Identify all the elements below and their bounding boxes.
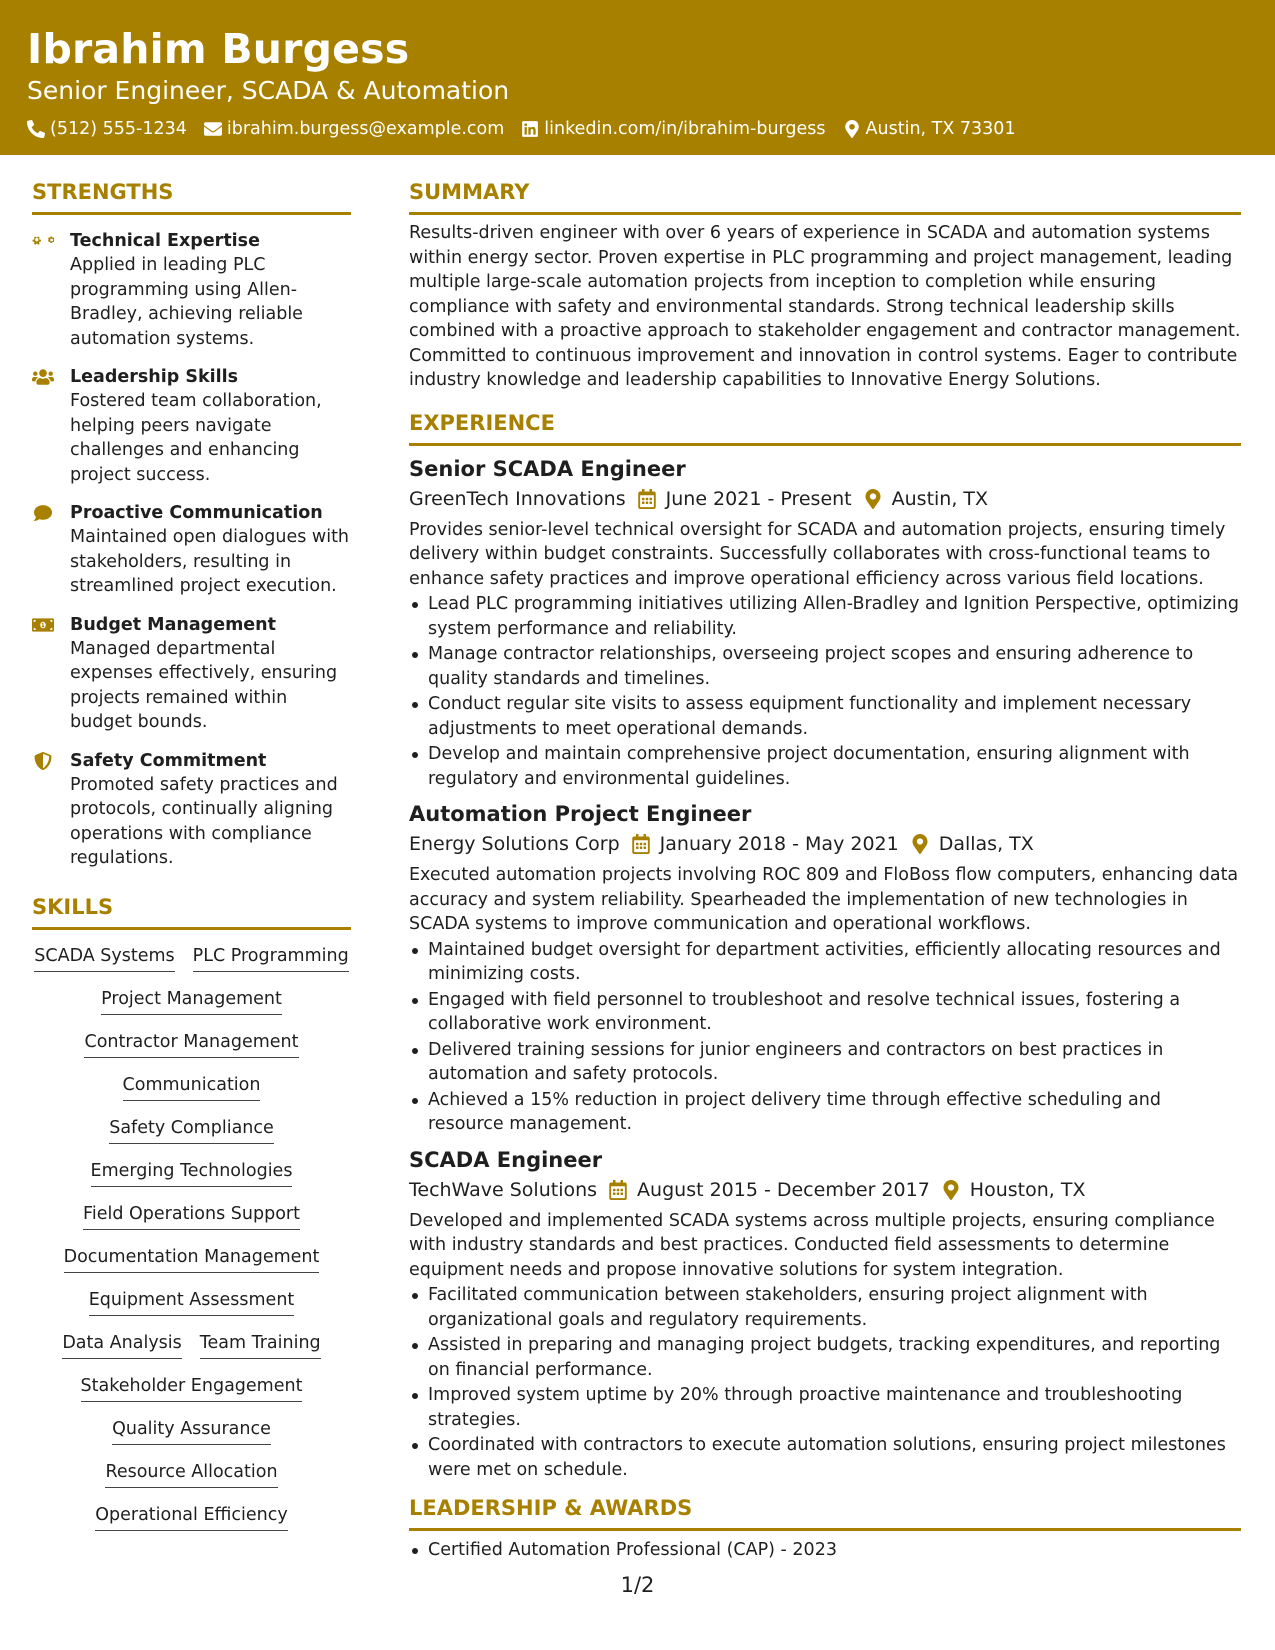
contact-linkedin-text: linkedin.com/in/ibrahim-burgess (544, 119, 826, 139)
skill-tag: Contractor Management (84, 1030, 298, 1058)
strength-description: Managed departmental expenses effectively, ensuring projects remained within budget bounds. (70, 638, 338, 732)
envelope-icon (204, 120, 222, 138)
money-bill-icon (32, 616, 54, 634)
summary-text: Results-driven engineer with over 6 years of experience in SCADA and automation systems within energy sector. Proven expertise in PLC programming and project management, leading multiple large-scale automation projects from inception to completion while ensuring compliance with safety and environmental standards. Strong technical leadership skills combined with a proactive approach to stakeholder engagement and contractor management. Committed to continuous improvement and innovation in control systems. Eager to contribute industry knowledge and leadership capabilities to Innovative Energy Solutions. (409, 223, 1241, 390)
experience-heading: EXPERIENCE (409, 410, 555, 435)
comment-icon (32, 504, 54, 522)
company-name: GreenTech Innovations (409, 487, 626, 510)
strength-description: Applied in leading PLC programming using Allen-Bradley, achieving reliable automation systems. (70, 255, 303, 349)
location-pin-icon (864, 489, 882, 509)
experience-entry (409, 799, 1241, 1137)
skill-tag: Documentation Management (64, 1245, 320, 1273)
list-item: Certified Automation Professional (CAP) - 2023 (409, 1538, 1241, 1563)
skill-tag: Field Operations Support (83, 1202, 300, 1230)
company-name: TechWave Solutions (409, 1178, 598, 1201)
strength-title: Budget Management (70, 614, 276, 635)
skills-list (32, 944, 351, 1531)
linkedin-icon (521, 120, 539, 138)
skill-tag: Data Analysis (62, 1331, 181, 1359)
job-description: Developed and implemented SCADA systems across multiple projects, ensuring compliance with industry standards and best practices. Conducted field assessments to determine equipment needs and propose innovative solutions for system integration. (409, 1210, 1215, 1280)
contact-linkedin[interactable] (521, 117, 825, 141)
skill-tag: SCADA Systems (34, 944, 174, 972)
strength-item (32, 365, 351, 487)
users-icon (32, 368, 54, 386)
skills-heading: SKILLS (32, 894, 114, 919)
company-name: Energy Solutions Corp (409, 833, 620, 855)
contact-location (843, 117, 1016, 141)
location-pin-icon (942, 1180, 960, 1200)
job-dates: August 2015 - December 2017 (637, 1178, 930, 1201)
list-item: Coordinated with contractors to execute automation solutions, ensuring project milestones were met on schedule. (409, 1433, 1241, 1482)
skill-tag: Safety Compliance (109, 1116, 274, 1144)
job-bullets (409, 1283, 1241, 1482)
experience-divider (409, 443, 1241, 446)
job-bullets (409, 592, 1241, 791)
strength-description: Fostered team collaboration, helping peers navigate challenges and enhancing project success. (70, 391, 322, 485)
strengths-divider (32, 212, 351, 215)
list-item: Lead PLC programming initiatives utilizing Allen-Bradley and Ignition Perspective, optimizing system performance and reliability. (409, 592, 1241, 641)
list-item: Improved system uptime by 20% through proactive maintenance and troubleshooting strategies. (409, 1383, 1241, 1432)
strength-item (32, 229, 351, 351)
skills-divider (32, 927, 351, 930)
list-item: Achieved a 15% reduction in project delivery time through effective scheduling and resource management. (409, 1088, 1241, 1137)
calendar-icon (638, 489, 656, 509)
contact-bar (27, 117, 1248, 141)
skill-tag: PLC Programming (193, 944, 349, 972)
job-meta (409, 1176, 1241, 1204)
skill-tag: Equipment Assessment (89, 1288, 295, 1316)
list-item: Delivered training sessions for junior engineers and contractors on best practices in automation and safety protocols. (409, 1038, 1241, 1087)
job-meta (409, 830, 1241, 858)
skill-tag: Stakeholder Engagement (81, 1374, 303, 1402)
awards-divider (409, 1528, 1241, 1531)
job-location: Houston, TX (969, 1178, 1086, 1201)
candidate-headline: Senior Engineer, SCADA & Automation (27, 76, 510, 105)
contact-phone-text: (512) 555-1234 (50, 119, 187, 139)
right-column (409, 178, 1241, 1563)
list-item: Maintained budget oversight for department activities, efficiently allocating resources and minimizing costs. (409, 938, 1241, 987)
left-column (32, 178, 351, 1531)
strength-item (32, 613, 351, 735)
job-location: Austin, TX (891, 487, 989, 510)
list-item: Engaged with field personnel to troubleshoot and resolve technical issues, fostering a collaborative work environment. (409, 988, 1241, 1037)
skill-tag: Project Management (101, 987, 282, 1015)
skill-tag: Communication (123, 1073, 261, 1101)
job-title: Automation Project Engineer (409, 802, 752, 826)
experience-entry (409, 454, 1241, 792)
job-title: SCADA Engineer (409, 1147, 603, 1172)
job-dates: January 2018 - May 2021 (659, 833, 899, 855)
skill-tag: Emerging Technologies (91, 1159, 293, 1187)
shield-icon (32, 752, 54, 770)
phone-icon (27, 120, 45, 138)
contact-email-text: ibrahim.burgess@example.com (226, 119, 505, 139)
summary-divider (409, 212, 1241, 215)
contact-location-text: Austin, TX 73301 (865, 119, 1016, 139)
list-item: Conduct regular site visits to assess equipment functionality and implement necessary adjustments to meet operational demands. (409, 692, 1241, 741)
resume-header (0, 0, 1275, 155)
list-item: Assisted in preparing and managing project budgets, tracking expenditures, and reporting on financial performance. (409, 1333, 1241, 1382)
strength-item (32, 749, 351, 871)
strength-description: Promoted safety practices and protocols, continually aligning operations with compliance regulations. (70, 774, 338, 868)
job-description: Executed automation projects involving ROC 809 and FloBoss flow computers, enhancing data accuracy and system reliability. Spearheaded the implementation of new technologies in SCADA systems to improve communication and operational workflows. (409, 865, 1239, 934)
location-pin-icon (843, 120, 861, 138)
list-item: Develop and maintain comprehensive project documentation, ensuring alignment with regulatory and environmental guidelines. (409, 742, 1241, 791)
skill-tag: Quality Assurance (112, 1417, 271, 1445)
strength-title: Proactive Communication (70, 503, 323, 523)
strength-item (32, 501, 351, 599)
calendar-icon (632, 834, 650, 854)
strength-title: Leadership Skills (70, 367, 239, 387)
list-item: Manage contractor relationships, overseeing project scopes and ensuring adherence to quality standards and timelines. (409, 642, 1241, 691)
contact-phone[interactable] (27, 117, 187, 141)
page-number: 1/2 (620, 1573, 655, 1597)
contact-email[interactable] (204, 117, 504, 141)
strength-title: Technical Expertise (70, 231, 260, 251)
job-title: Senior SCADA Engineer (409, 456, 686, 481)
skill-tag: Operational Efficiency (95, 1503, 288, 1531)
job-meta (409, 485, 1241, 513)
strength-description: Maintained open dialogues with stakeholders, resulting in streamlined project execution. (70, 527, 350, 596)
calendar-icon (609, 1180, 627, 1200)
job-dates: June 2021 - Present (665, 487, 852, 510)
skill-tag: Resource Allocation (105, 1460, 277, 1488)
job-location: Dallas, TX (938, 833, 1034, 855)
job-description: Provides senior-level technical oversight for SCADA and automation projects, ensuring timely delivery within budget constraints. Successfully collaborates with cross-functional teams to enhance safety practices and improve operational efficiency across various field locations. (409, 519, 1226, 589)
gears-icon (32, 232, 54, 250)
job-bullets (409, 938, 1241, 1137)
skill-tag: Team Training (200, 1331, 321, 1359)
location-pin-icon (911, 834, 929, 854)
strengths-heading: STRENGTHS (32, 180, 174, 204)
awards-list (409, 1538, 1241, 1563)
candidate-name: Ibrahim Burgess (27, 25, 410, 73)
experience-entry (409, 1145, 1241, 1483)
summary-heading: SUMMARY (409, 180, 530, 204)
awards-heading: LEADERSHIP & AWARDS (409, 1496, 693, 1520)
strength-title: Safety Commitment (70, 750, 267, 771)
list-item: Facilitated communication between stakeholders, ensuring project alignment with organizational goals and regulatory requirements. (409, 1283, 1241, 1332)
